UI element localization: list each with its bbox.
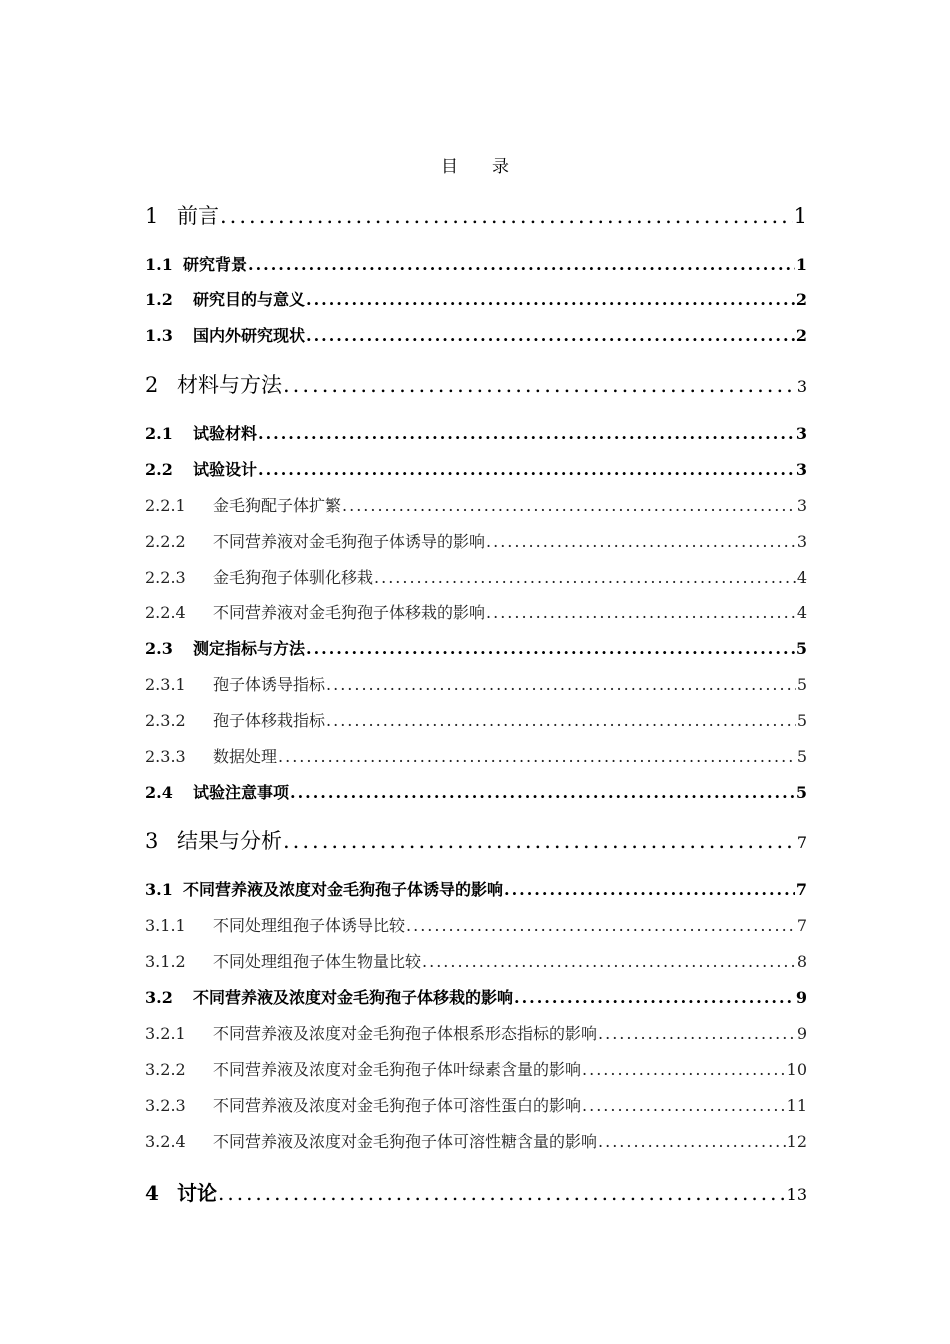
toc-entry-label: 不同处理组孢子体生物量比较 [213,952,422,971]
toc-entry-label: 材料与方法 [177,373,282,397]
toc-entry-number: 1.2 [145,290,173,309]
toc-entry-label: 孢子体移栽指标 [213,711,326,730]
toc-entry-label: 不同营养液及浓度对金毛狗孢子体移栽的影响 [193,988,514,1007]
toc-entry-label: 研究目的与意义 [193,290,306,309]
toc-entry-page: 5 [796,675,807,694]
toc-entry-page: 11 [786,1096,807,1115]
toc-entry[interactable] [145,744,807,767]
toc-leader-dots [374,568,796,587]
toc-entry-page: 2 [795,290,807,309]
toc-entry-number: 2.4 [145,783,173,802]
toc-entry-page: 7 [795,880,807,899]
toc-entry[interactable] [145,949,807,972]
toc-entry[interactable] [145,877,807,900]
toc-leader-dots [306,326,795,345]
toc-entry-page: 12 [786,1132,807,1151]
toc-entry[interactable] [145,1021,807,1044]
toc-entry[interactable] [145,1093,807,1116]
toc-entry-page: 5 [795,639,807,658]
toc-leader-dots [278,747,796,766]
toc-entry-label: 讨论 [177,1181,217,1205]
toc-leader-dots [220,204,793,228]
toc-entry-number: 2.2.1 [145,496,186,515]
toc-entry-number: 2.3.2 [145,711,186,730]
toc-entry-page: 3 [796,377,807,396]
toc-entry[interactable] [145,457,807,480]
toc-leader-dots [258,424,795,443]
toc-entry-page: 9 [796,1024,807,1043]
toc-entry-label: 前言 [177,204,219,228]
toc-leader-dots [514,988,795,1007]
toc-entry-page: 3 [795,424,807,443]
toc-entry[interactable] [145,672,807,695]
toc-entry[interactable] [145,1057,807,1080]
toc-entry-number: 3.2.2 [145,1060,186,1079]
toc-leader-dots [218,1181,786,1205]
toc-entry-label: 金毛狗孢子体驯化移栽 [213,568,374,587]
toc-entry[interactable] [145,636,807,659]
toc-entry-page: 9 [795,988,807,1007]
toc-entry-number: 2 [145,373,159,397]
toc-entry[interactable] [145,529,807,552]
toc-entry-number: 1.1 [145,255,173,274]
toc-entry-number: 2.2.4 [145,603,186,622]
toc-entry-page: 2 [795,326,807,345]
toc-entry-label: 数据处理 [213,747,278,766]
toc-leader-dots [283,829,796,853]
toc-entry-label: 不同营养液对金毛狗孢子体诱导的影响 [213,532,486,551]
toc-entry-page: 7 [796,833,807,852]
toc-entry-number: 2.3 [145,639,173,658]
toc-entry[interactable] [145,252,807,275]
toc-entry[interactable] [145,493,807,516]
toc-entry-number: 3.2.1 [145,1024,186,1043]
toc-entry-label: 国内外研究现状 [193,326,306,345]
toc-entry-page: 3 [796,496,807,515]
toc-entry-number: 3.1.1 [145,916,186,935]
toc-leader-dots [598,1132,786,1151]
toc-leader-dots [306,639,795,658]
toc-entry-label: 试验材料 [193,424,258,443]
toc-entry[interactable] [145,565,807,588]
toc-entry[interactable] [145,287,807,310]
toc-leader-dots [258,460,795,479]
toc-entry-label: 不同营养液及浓度对金毛狗孢子体可溶性糖含量的影响 [213,1132,598,1151]
toc-entry-label: 测定指标与方法 [193,639,306,658]
toc-entry-page: 13 [786,1185,807,1204]
toc-entry-label: 不同营养液及浓度对金毛狗孢子体叶绿素含量的影响 [213,1060,582,1079]
toc-entry-label: 孢子体诱导指标 [213,675,326,694]
toc-entry[interactable] [145,1177,807,1206]
toc-leader-dots [326,675,796,694]
toc-entry-label: 金毛狗配子体扩繁 [213,496,342,515]
toc-entry-label: 不同处理组孢子体诱导比较 [213,916,406,935]
toc-entry-number: 3.1 [145,880,173,899]
toc-entry-number: 3.2 [145,988,173,1007]
toc-entry-number: 2.3.3 [145,747,186,766]
toc-entry-page: 7 [796,916,807,935]
toc-entry-number: 2.2 [145,460,173,479]
toc-entry-number: 1 [145,204,159,228]
toc-entry-number: 1.3 [145,326,173,345]
toc-leader-dots [283,373,796,397]
toc-entry[interactable] [145,323,807,346]
toc-entry-number: 2.2.2 [145,532,186,551]
toc-entry-page: 5 [796,747,807,766]
toc-leader-dots [486,603,796,622]
toc-entry-number: 2.2.3 [145,568,186,587]
toc-leader-dots [290,783,795,802]
toc-title-right: 录 [492,157,509,177]
toc-entry-number: 3.2.3 [145,1096,186,1115]
toc-title-left: 目 [441,157,458,177]
toc-entry-page: 8 [796,952,807,971]
toc-entry[interactable] [145,780,807,803]
toc-entry[interactable] [145,369,807,399]
toc-entry-page: 1 [793,204,807,228]
toc-entry-number: 3.2.4 [145,1132,186,1151]
toc-entry[interactable] [145,825,807,855]
toc-entry-page: 4 [796,603,807,622]
toc-entry-label: 试验设计 [193,460,258,479]
toc-leader-dots [598,1024,796,1043]
toc-entry-label: 结果与分析 [177,829,282,853]
toc-leader-dots [486,532,796,551]
toc-title [0,152,950,177]
toc-entry[interactable] [145,200,807,230]
toc-entry-page: 4 [796,568,807,587]
toc-entry[interactable] [145,985,807,1008]
toc-leader-dots [406,916,796,935]
toc-leader-dots [582,1096,786,1115]
toc-entry-label: 不同营养液及浓度对金毛狗孢子体诱导的影响 [183,880,504,899]
toc-entry-page: 1 [795,255,807,274]
toc-entry-page: 10 [786,1060,807,1079]
toc-entry-label: 研究背景 [183,255,248,274]
toc-entry-number: 3 [145,829,159,853]
toc-entry-label: 不同营养液及浓度对金毛狗孢子体根系形态指标的影响 [213,1024,598,1043]
toc-entry[interactable] [145,913,807,936]
toc-entry[interactable] [145,600,807,623]
toc-leader-dots [326,711,796,730]
toc-entry-label: 不同营养液及浓度对金毛狗孢子体可溶性蛋白的影响 [213,1096,582,1115]
toc-entry[interactable] [145,1129,807,1152]
toc-leader-dots [504,880,795,899]
toc-entry-page: 3 [796,532,807,551]
toc-entry-page: 5 [796,711,807,730]
toc-entry-number: 4 [145,1181,159,1205]
toc-leader-dots [422,952,796,971]
toc-leader-dots [582,1060,786,1079]
toc-entry[interactable] [145,708,807,731]
toc-leader-dots [248,255,795,274]
toc-entry-page: 3 [795,460,807,479]
toc-leader-dots [342,496,796,515]
toc-entry-number: 2.1 [145,424,173,443]
toc-entry-number: 2.3.1 [145,675,186,694]
toc-entry-number: 3.1.2 [145,952,186,971]
toc-leader-dots [306,290,795,309]
toc-entry[interactable] [145,421,807,444]
toc-entry-label: 不同营养液对金毛狗孢子体移栽的影响 [213,603,486,622]
toc-entry-label: 试验注意事项 [193,783,290,802]
toc-entry-page: 5 [795,783,807,802]
